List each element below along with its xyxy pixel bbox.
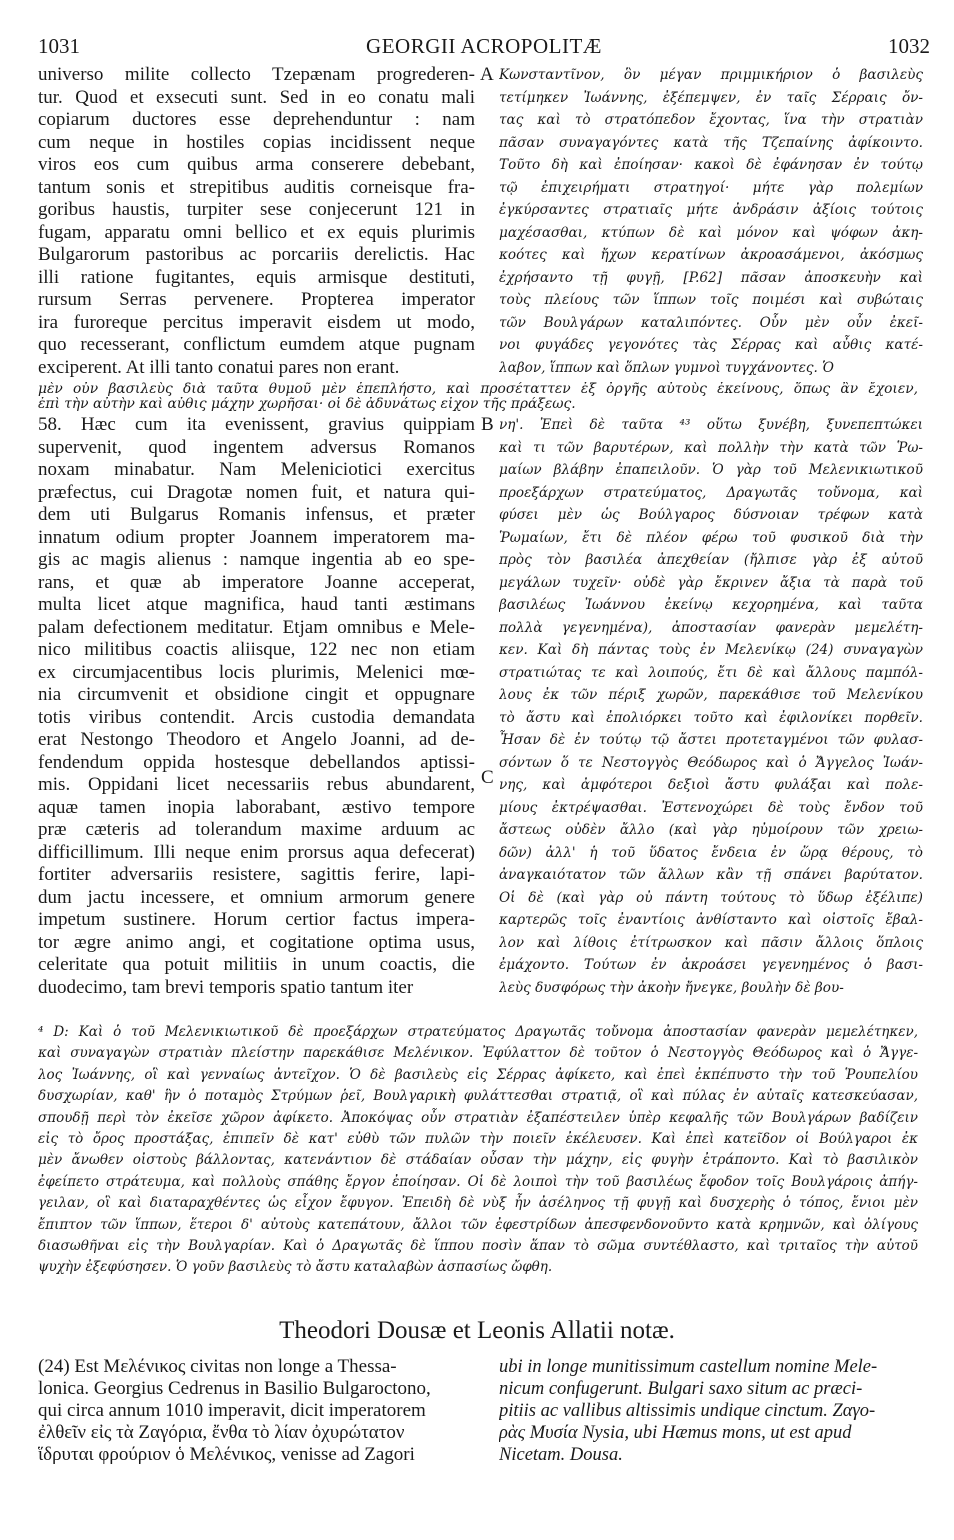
footnote-line: ἐφείπετο στράτευμα, καὶ πολλοὺς σπάθης ἔργον ἐποίησαν. Οἱ δὲ λοιποὶ τὴν τοῦ βασιλέως ἔφοδον τοῖς Βουλγάροις ἀπήγ-: [38, 1173, 918, 1190]
latin-text-line: fendendum oppida hostesque debellandos aptissi-: [38, 751, 475, 773]
latin-text-line: ira furoreque percitus imperavit eisdem ut modo,: [38, 311, 475, 333]
greek-text-line: τετίμηκεν Ἰωάννης, ἐξέπεμψεν, ἐν ταῖς Σέρραις ὄν-: [499, 89, 923, 106]
greek-text-line: βασιλέως Ἰωάννου ἐκείνῳ κεχορημένα, καὶ ταῦτα: [499, 597, 923, 613]
running-header: [38, 34, 930, 58]
latin-text-line: impetum sustinere. Horum certior factus impera-: [38, 909, 475, 930]
latin-text-line: supervenit, quod ingentem adversus Romanos: [38, 436, 475, 458]
greek-text-line: μαίων βλάβην ἐπαπειλοῦν. Ὁ γὰρ τοῦ Μελενικιωτικοῦ: [499, 462, 923, 478]
greek-text-line: νη'. Ἐπεὶ δὲ ταῦτα ⁴³ οὕτω ξυνέβη, ξυνεπεπτώκει: [499, 417, 923, 433]
note-line: nicum confugerunt. Bulgari saxo situm ac præci-: [499, 1379, 863, 1399]
latin-text-line: tantum sonis et strepitibus auditis corneisque fra-: [38, 176, 475, 198]
greek-text-line: ἄστεως οὐδὲν ἄλλο (καὶ γὰρ ηὐμοίρουν τῶν χρειω-: [499, 822, 923, 838]
latin-text-line: aquæ tamen inopia laborabant, æstivo tempore: [38, 796, 475, 818]
greek-text-line: Οἱ δὲ (καὶ γὰρ οὐ πάντη τούτους τὸ ὕδωρ ἐξέλιπε): [499, 889, 923, 906]
latin-text-line: 58. Hæc cum ita evenissent, gravius quippiam: [38, 414, 475, 435]
greek-text-line: Ἦσαν δὲ ἐν τούτῳ τῷ ἄστει προτεταγμένοι τῶν φυλασ-: [499, 732, 923, 748]
note-line: lonica. Georgius Cedrenus in Basilio Bulgaroctono,: [38, 1378, 431, 1399]
note-line: ἵδρυται φρούριον ὁ Μελένικος, venisse ad Zagori: [38, 1444, 415, 1465]
greek-text-line: ἐπὶ τὴν αὐτὴν καὶ αὖθις μάχην χωρῆσαι· οἱ δὲ ἀδυνάτως εἶχον τῆς πράξεως.: [38, 397, 576, 412]
latin-text-line: præ cæteris ad tolerandum maxime arduum ac: [38, 819, 475, 840]
latin-text-line: palam defectionem meditatur. Etjam omnibus e Mele-: [38, 616, 475, 638]
note-line: ubi in longe munitissimum castellum nomine Mele-: [499, 1357, 878, 1377]
page-number-left: 1031: [38, 34, 80, 58]
greek-text-line: τῶν Βουλγάρων καταλιπόντες. Οὗν μὲν οὖν ἐκεῖ-: [499, 314, 923, 331]
greek-fullwidth-lines: [38, 382, 918, 412]
latin-text-line: totis viribus contendit. Arcis custodia demandata: [38, 706, 475, 728]
footnote-line: σπουδῇ περὶ τὸν ἐκεῖσε χῶρον ἀφίκετο. Ἀποκόψας οὖν στρατιὰν ἐξαπέστειλεν ὑπὲρ κεφαλῆς τῶν Βουλγάρων βαδίζειν: [38, 1109, 918, 1126]
latin-text-line: celeritate qua potuit militiis in unum coactis, die: [38, 954, 475, 975]
greek-text-line: Κωνσταντῖνον, ὃν μέγαν πριμμικήριον ὁ βασιλεὺς: [499, 67, 923, 83]
latin-column-section-2: [38, 414, 475, 999]
latin-text-line: noxam minabatur. Nam Meleniciotici exercitus: [38, 459, 475, 480]
footnote-line: δυσχωρίαν, καθ' ἣν ὁ ποταμὸς Στρύμων ῥεῖ, Βουλγαρικὴ φυλάττεσθαι στρατιᾷ, οἳ καὶ πύλας ἐν αὐταῖς κατεσκεύασαν,: [38, 1088, 918, 1105]
greek-text-line: νης, καὶ ἀμφότεροι δεξιοὶ ἄστυ φυλάξαι καὶ πολε-: [499, 777, 923, 793]
note-line: ρὰς Μυσία Nysia, ubi Hæmus mons, ut est apud: [499, 1423, 852, 1443]
latin-text-line: viros eos cum quibus arma conserere debebant,: [38, 154, 475, 175]
footnote-block: [38, 1022, 918, 1279]
notes-right-column: [499, 1356, 923, 1466]
greek-text-line: σόντων ὅ τε Νεστογγὸς Θεόδωρος καὶ ὁ Ἄγγελος Ἰωάν-: [499, 754, 923, 771]
note-line: pitiis ac vallibus altissimis undique cinctum. Ζαγο-: [499, 1401, 876, 1421]
latin-text-line: dum jactu incessere, et omnium armorum genere: [38, 886, 475, 908]
note-line: (24) Est Μελένικος civitas non longe a Thessa-: [38, 1356, 397, 1377]
greek-text-line: λεὺς δυσφόρως τὴν ἀκοὴν ἤνεγκε, βουλὴν δὲ βου-: [499, 979, 844, 996]
greek-text-line: μεγάλων τυχεῖν· οὐδὲ γὰρ ἔκρινεν ἄξια τὰ παρὰ τοῦ: [499, 574, 923, 591]
greek-text-line: ἀναγκαιότατον τῶν ἄλλων κἂν τῇ σπάνει βαρύτατον.: [499, 867, 923, 883]
latin-text-line: dem uti Bulgarus Romanis infensus, et præter: [38, 504, 475, 525]
greek-text-line: φύσει μὲν ὡς Βούλγαρος δύσνοιαν τρέφων κατὰ: [499, 507, 923, 523]
footnote-line: μὲν ἄνωθεν οἰστοὺς βάλλοντας, κατενάντιον δὲ στάδαίαν οὖσαν τὴν μάχην, εἰς φυγὴν ἐτράποντο. Καὶ τὸ βασιλικὸν: [38, 1152, 918, 1169]
greek-column-section-2: [499, 414, 923, 999]
greek-text-line: στρατιώτας τε καὶ λοιπούς, ἔτι δὲ καὶ ἄλλους παμπόλ-: [499, 664, 923, 681]
greek-text-line: τῷ ἐπιχειρήματι στρατηγοί· μήτε γὰρ πολεμίων: [499, 179, 923, 196]
latin-text-line: nico militibus coactis aliisque, 122 nec non etiam: [38, 639, 475, 660]
greek-text-line: καρτερῶς τοῖς ἐναντίοις ἀνθίσταντο καὶ οἰστοῖς ἔβαλ-: [499, 912, 923, 928]
latin-text-line: tor ægre animo angi, et cogitatione optima usus,: [38, 931, 475, 953]
latin-text-line: goribus haustis, turpiter sese conjecerunt 121 in: [38, 199, 475, 220]
latin-text-line: cum neque in hostiles copias incidissent neque: [38, 131, 475, 153]
latin-text-line: tur. Quod et exsecuti sunt. Sed in eo conatu mali: [38, 86, 475, 108]
latin-text-line: difficillimum. Illi neque enim prorsus aqua defecerat): [38, 841, 475, 863]
margin-letter-c: C: [481, 767, 494, 788]
latin-text-line: gis ac magis alienus : namque ingentia ab eo spe-: [38, 549, 475, 570]
footnote-line: εἰς τὸ ὄρος προστάξας, ἐπιπεῖν δὲ κατ' εὐθὺ τῶν πυλῶν τὴν ποιεῖν ἐκέλευσεν. Καὶ ἐπεὶ κατεῖδον οἱ Βούλγαροι ἐκ: [38, 1131, 918, 1148]
latin-text-line: rans, et quæ ab imperatore Joanne acceperat,: [38, 571, 475, 593]
greek-text-line: τοὺς πλείους τῶν ἵππων τοῖς ποιμέσι καὶ συβώταις: [499, 292, 923, 308]
note-line: qui circa annum 1010 imperavit, dicit imperatorem: [38, 1400, 426, 1421]
greek-text-line: κεν. Καὶ δὴ πάντας τοὺς ἐν Μελενίκῳ (24) συναγαγὼν: [499, 642, 923, 658]
footnote-line: ⁴ D: Καὶ ὁ τοῦ Μελενικιωτικοῦ δὲ προεξάρχων στρατεύματος Δραγωτᾶς τοὔνομα ἀποστασίαν φανερὰν μεμελέτηκεν,: [38, 1024, 918, 1040]
greek-text-line: λον καὶ λίθοις ἐτίτρωσκον καὶ πᾶσιν ἄλλοις ὅπλοις: [499, 934, 923, 951]
latin-text-line: multa licet atque magnifica, haud tanti æstimans: [38, 594, 475, 615]
latin-text-line: innatum odium propter Joannem imperatorem ma-: [38, 526, 475, 548]
running-title: GEORGII ACROPOLITÆ: [366, 34, 602, 58]
greek-text-line: τας καὶ τὸ στρατόπεδον ἔχοντας, ἵνα τὴν στρατιὰν: [499, 112, 923, 128]
footnote-line: γειλαν, οἳ καὶ διαταραχθέντες ὡς εἶχον ἔφυγον. Ἐπειδὴ δὲ νὺξ ἦν ἀσέληνος τῇ φυγῇ καὶ δυσχερὴς ὁ τόπος, ἔνιοι μὲν: [38, 1195, 918, 1212]
latin-text-line: erat Nestongo Theodoro et Angelo Joanni, ad de-: [38, 729, 475, 750]
latin-column-section-1: [38, 64, 475, 379]
footnote-line: ἔπιπτον τῶν ἵππων, ἕτεροι δ' αὐτοὺς κατεπάτουν, ἄλλοι τῶν ἐφεστρίδων ἀπεσφενδονοῦντο κατὰ κρημνῶν, καὶ ὀλίγους: [38, 1216, 918, 1233]
note-line: Nicetam. Dousa.: [499, 1445, 623, 1465]
greek-text-line: Ῥωμαίων, ἔτι δὲ πλέον φέρω τοῦ φυσικοῦ διὰ τὴν: [499, 529, 923, 546]
greek-column-section-1: [499, 64, 923, 379]
greek-text-line: λους ἐκ τῶν πέριξ χωρῶν, παρεκάθισε τοῦ Μελενίκου: [499, 687, 923, 703]
greek-text-line: μὲν οὖν βασιλεὺς διὰ ταῦτα θυμοῦ μὲν ἐπεπλήστο, καὶ προσέταττεν ἐξ ὀργῆς αὐτοὺς ἐκείνους, ὅπως ἂν ἔχοιεν,: [38, 382, 918, 397]
greek-text-line: δῶν) ἀλλ' ἡ τοῦ ὕδατος ἔνδεια ἐν ὥρᾳ θέρους, τὸ: [499, 844, 923, 861]
latin-text-line: rursum Serras pervenere. Propterea imperator: [38, 289, 475, 310]
greek-text-line: καὶ τι τῶν βαρυτέρων, καὶ πολλὴν τὴν κατὰ τῶν Ῥω-: [499, 439, 923, 456]
latin-text-line: duodecimo, tam brevi temporis spatio tantum iter: [38, 976, 414, 998]
notes-left-column: [38, 1356, 475, 1466]
latin-text-line: illi ratione fugitantes, equis armisque destituti,: [38, 266, 475, 288]
greek-text-line: ἐμάχοντο. Τούτων ἐν ἀκροάσει γεγενημένος ὁ βασι-: [499, 957, 923, 973]
greek-text-line: πολλὰ γεγενημένα), ἀποστασίαν φανερὰν μεμελέτη-: [499, 619, 923, 636]
footnote-line: ψυχὴν ἐξεφύσησεν. Ὁ γοῦν βασιλεὺς τὸ ἄστυ καταλαβὼν ἀσπασίως ὤφθη.: [38, 1259, 553, 1276]
greek-text-line: νοι φυγάδες γεγονότες τὰς Σέρρας καὶ αὖθις κατέ-: [499, 337, 923, 353]
latin-text-line: ex circumjacentibus locis plurimis, Melenici mœ-: [38, 661, 475, 683]
greek-text-line: μίους ἐκτρέψασθαι. Ἐστενοχώρει δὲ τοὺς ἔνδον τοῦ: [499, 799, 923, 816]
footnote-line: διασωθῆναι εἰς τὴν Βουλγαρίαν. Καὶ ὁ Δραγωτᾶς δὲ ἵππου ποσὶν ἅπαν τὸ σῶμα συντέθλαστο, καὶ τριταῖος τὴν αὐτοῦ: [38, 1238, 918, 1255]
latin-text-line: Bulgarorum pastoribus ac porcariis derelictis. Hac: [38, 244, 475, 265]
latin-text-line: universo milite collecto Tzepænam progrederen-: [38, 64, 475, 85]
latin-text-line: fugam, apparatu omni bellico et ex equis plurimis: [38, 221, 475, 243]
greek-text-line: πᾶσαν συναγαγόντες κατὰ τῆς Τζεπαίνης ἀφίκοιντο.: [499, 134, 923, 151]
greek-text-line: ἐχρήσαντο τῇ φυγῇ, [P.62] πᾶσαν ἀποσκευὴν καὶ: [499, 269, 923, 286]
greek-text-line: μαχέσασθαι, κτύπων δὲ καὶ μόνον καὶ ψόφων ἀκη-: [499, 224, 923, 241]
greek-text-line: λαβον, ἵππων καὶ ὅπλων γυμνοὶ τυγχάνοντες. Ὁ: [499, 359, 834, 376]
greek-text-line: Τοῦτο δὴ καὶ ἐποίησαν· κακοὶ δὲ ἐφάνησαν ἐν τούτῳ: [499, 157, 923, 173]
margin-letter-b: B: [481, 414, 494, 435]
latin-text-line: nia circumvenit et obsidione cingit et oppugnare: [38, 684, 475, 705]
latin-text-line: præfectus, cui Dragotæ nomen fuit, et natura qui-: [38, 481, 475, 503]
note-line: ἐλθεῖν εἰς τὰ Ζαγόρια, ἔνθα τὸ λίαν ὀχυρώτατον: [38, 1422, 405, 1443]
latin-text-line: mis. Oppidani licet necessariis rebus abundarent,: [38, 774, 475, 795]
latin-text-line: exciperent. At illi tanto conatui pares non erant.: [38, 356, 400, 378]
footnote-line: καὶ συναγαγὼν στρατιὰν πλείστην παρεκάθισε Μελένικον. Ἐφύλαττον δὲ τοῦτον ὁ Νεστογγὸς Θεόδωρος καὶ ὁ Ἄγγε-: [38, 1045, 918, 1062]
greek-text-line: προεξάρχων στρατεύματος, Δραγωτᾶς τοὔνομα, καὶ: [499, 484, 923, 501]
greek-text-line: κοότες καὶ ἤχων κερατίνων ἀκροασάμενοι, ἀκόσμως: [499, 247, 923, 263]
page-number-right: 1032: [888, 34, 930, 58]
greek-text-line: ἐγκύρσαντες στρατιαῖς μήτε ἀνδράσιν ἀξίοις τούτοις: [499, 202, 923, 218]
greek-text-line: τὸ ἄστυ καὶ ἐπολιόρκει τοῦτο καὶ ἐφιλονίκει πορθεῖν.: [499, 709, 923, 726]
latin-text-line: copiarum ductores esse deprehenduntur : nam: [38, 109, 475, 130]
footnote-line: λος Ἰωάννης, οἳ καὶ γενναίως ἀντεῖχον. Ὁ δὲ βασιλεὺς εἰς Σέρρας ἀφίκετο, καὶ ἐπεὶ ἐκπέπυστο τὴν τοῦ Ῥουπελίου: [38, 1066, 918, 1083]
notes-heading: Theodori Dousæ et Leonis Allatii notæ.: [279, 1317, 675, 1344]
latin-text-line: quo recesserant, conflictum eumdem atque pugnam: [38, 334, 475, 355]
margin-letter-a: A: [480, 64, 494, 85]
greek-text-line: πρὸς τὸν βασιλέα ἀπεχθείαν (ἤλπισε γὰρ ἐξ αὐτοῦ: [499, 552, 923, 568]
latin-text-line: fortiter adversariis resistere, sagittis ferire, lapi-: [38, 864, 475, 885]
